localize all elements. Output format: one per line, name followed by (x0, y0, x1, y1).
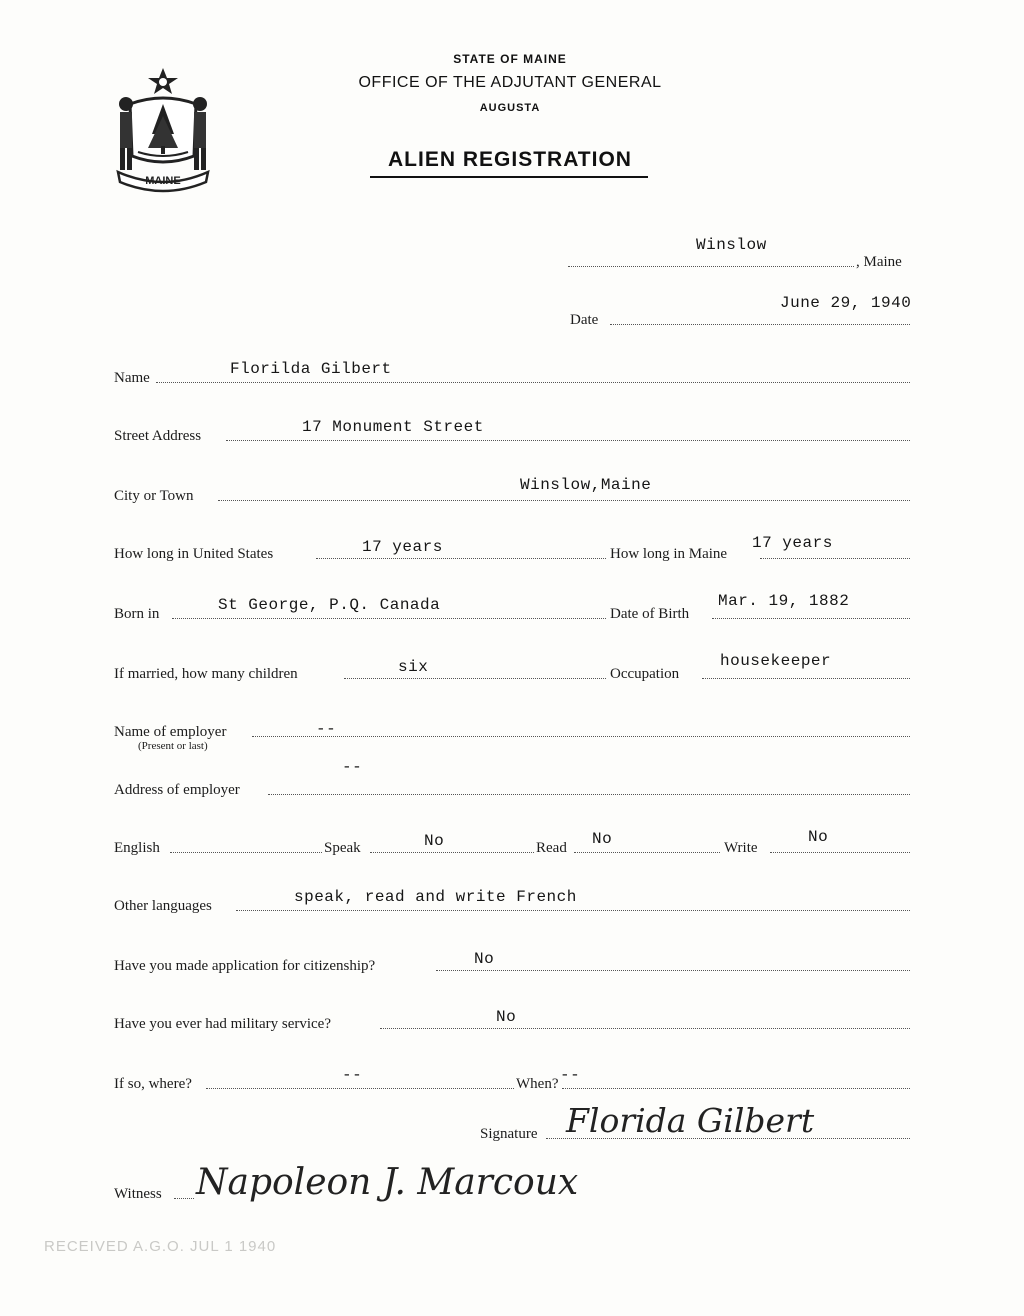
employer-label: Name of employer (114, 724, 227, 740)
name-label: Name (114, 370, 150, 386)
witness-handwriting (190, 1144, 580, 1214)
town-state-label: , Maine (856, 254, 902, 270)
write-label: Write (724, 840, 758, 856)
citizenship-line (436, 970, 910, 971)
occupation-label: Occupation (610, 666, 680, 682)
where-line (206, 1088, 514, 1089)
english-line (170, 852, 322, 853)
dob-value: Mar. 19, 1882 (718, 592, 850, 610)
us-time-label: How long in United States (114, 546, 274, 562)
write-line (770, 852, 910, 853)
when-value: -- (560, 1066, 581, 1084)
employer-address-label: Address of employer (114, 782, 240, 798)
employer-line (252, 736, 910, 737)
witness-label: Witness (114, 1186, 162, 1202)
title-underline (370, 176, 648, 178)
born-value: St George, P.Q. Canada (218, 596, 441, 614)
street-line (226, 440, 910, 441)
occupation-line (702, 678, 910, 679)
employer-address-value: -- (342, 758, 363, 776)
speak-line (370, 852, 534, 853)
dob-line (712, 618, 910, 619)
maine-time-value: 17 years (752, 534, 833, 552)
children-label: If married, how many children (114, 666, 298, 682)
citizenship-value: No (474, 950, 495, 968)
name-line (156, 382, 910, 383)
employer-address-line (268, 794, 910, 795)
date-label: Date (570, 312, 599, 328)
other-languages-value: speak, read and write French (294, 888, 577, 906)
maine-seal-icon (110, 64, 216, 194)
read-line (574, 852, 720, 853)
where-label: If so, where? (114, 1076, 192, 1092)
write-value: No (808, 828, 829, 846)
city-line (218, 500, 910, 501)
date-value: June 29, 1940 (780, 294, 912, 312)
town-value: Winslow (696, 236, 767, 254)
us-time-line (316, 558, 606, 559)
other-languages-label: Other languages (114, 898, 212, 914)
born-line (172, 618, 606, 619)
street-label: Street Address (114, 428, 202, 444)
header-city: AUGUSTA (479, 102, 541, 114)
maine-time-label: How long in Maine (610, 546, 728, 562)
city-value: Winslow,Maine (520, 476, 652, 494)
military-line (380, 1028, 910, 1029)
speak-value: No (424, 832, 445, 850)
signature-label: Signature (480, 1126, 538, 1142)
children-value: six (398, 658, 429, 676)
born-label: Born in (114, 606, 160, 622)
us-time-value: 17 years (362, 538, 443, 556)
seal-text: MAINE (145, 175, 181, 187)
read-label: Read (536, 840, 567, 856)
read-value: No (592, 830, 613, 848)
occupation-value: housekeeper (720, 652, 832, 670)
employer-value: -- (316, 720, 337, 738)
town-line (568, 266, 854, 267)
speak-label: Speak (324, 840, 361, 856)
received-stamp: RECEIVED A.G.O. JUL 1 1940 (44, 1238, 277, 1255)
english-label: English (114, 840, 160, 856)
name-value: Florilda Gilbert (230, 360, 392, 378)
military-value: No (496, 1008, 517, 1026)
when-label: When? (516, 1076, 559, 1092)
other-languages-line (236, 910, 910, 911)
form-title: ALIEN REGISTRATION (388, 148, 632, 171)
header-state: STATE OF MAINE (453, 52, 567, 66)
street-value: 17 Monument Street (302, 418, 484, 436)
signature-handwriting (560, 1088, 890, 1150)
signature-value: Florida Gilbert (566, 1101, 815, 1140)
date-line (610, 324, 910, 325)
children-line (344, 678, 606, 679)
where-value: -- (342, 1066, 363, 1084)
military-label: Have you ever had military service? (114, 1016, 331, 1032)
maine-time-line (760, 558, 910, 559)
employer-sublabel: (Present or last) (138, 740, 208, 752)
dob-label: Date of Birth (610, 606, 690, 622)
witness-value: Napoleon J. Marcoux (196, 1162, 579, 1203)
city-label: City or Town (114, 488, 194, 504)
citizenship-label: Have you made application for citizenship? (114, 958, 376, 974)
header-office: OFFICE OF THE ADJUTANT GENERAL (358, 74, 662, 91)
